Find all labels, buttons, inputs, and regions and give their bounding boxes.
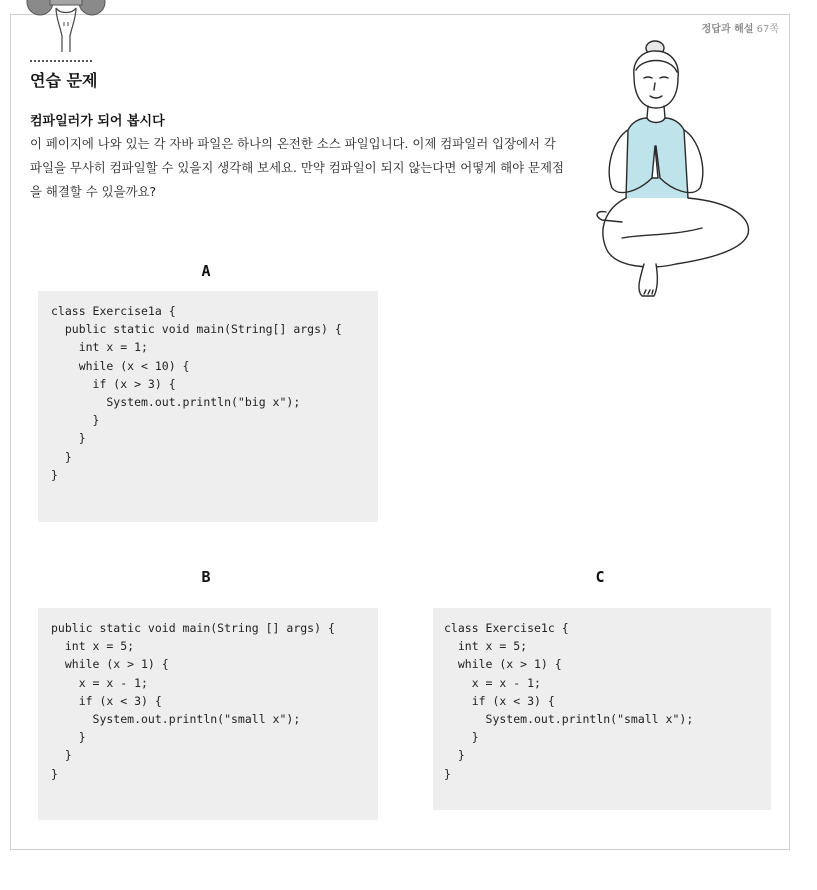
title-divider xyxy=(30,60,92,62)
exercise-title: 컴파일러가 되어 봅시다 xyxy=(30,114,165,129)
code-sample-b: public static void main(String [] args) { int x = 5; while (x > 1) { x = x - 1; if (x < 3) { System.out.println("small x"); } } } xyxy=(38,608,378,820)
exercise-description: 이 페이지에 나와 있는 각 자바 파일은 하나의 온전한 소스 파일입니다. 이제 컴파일러 입장에서 각 파일을 무사히 컴파일할 수 있을지 생각해 보세요. 만약 컴파일이 되지 않는다면 어떻게 해야 문제점을 해결할 수 있을까요? xyxy=(30,136,564,199)
yoga-illustration xyxy=(592,38,762,303)
code-sample-c: class Exercise1c { int x = 5; while (x > 1) { x = x - 1; if (x < 3) { System.out.println("small x"); } } } xyxy=(433,608,771,810)
answer-label: 정답과 해설 xyxy=(701,24,754,35)
dumbbell-icon xyxy=(26,0,106,58)
answer-page: 67쪽 xyxy=(756,24,779,35)
section-title: 연습 문제 xyxy=(30,71,98,90)
answer-reference xyxy=(702,20,779,35)
sample-a-label: A xyxy=(201,262,211,280)
sample-b-label: B xyxy=(201,568,211,586)
code-sample-a: class Exercise1a { public static void main(String[] args) { int x = 1; while (x < 10) { if (x > 3) { System.out.println("big x"); } } } } xyxy=(38,291,378,522)
sample-c-label: C xyxy=(595,568,605,586)
